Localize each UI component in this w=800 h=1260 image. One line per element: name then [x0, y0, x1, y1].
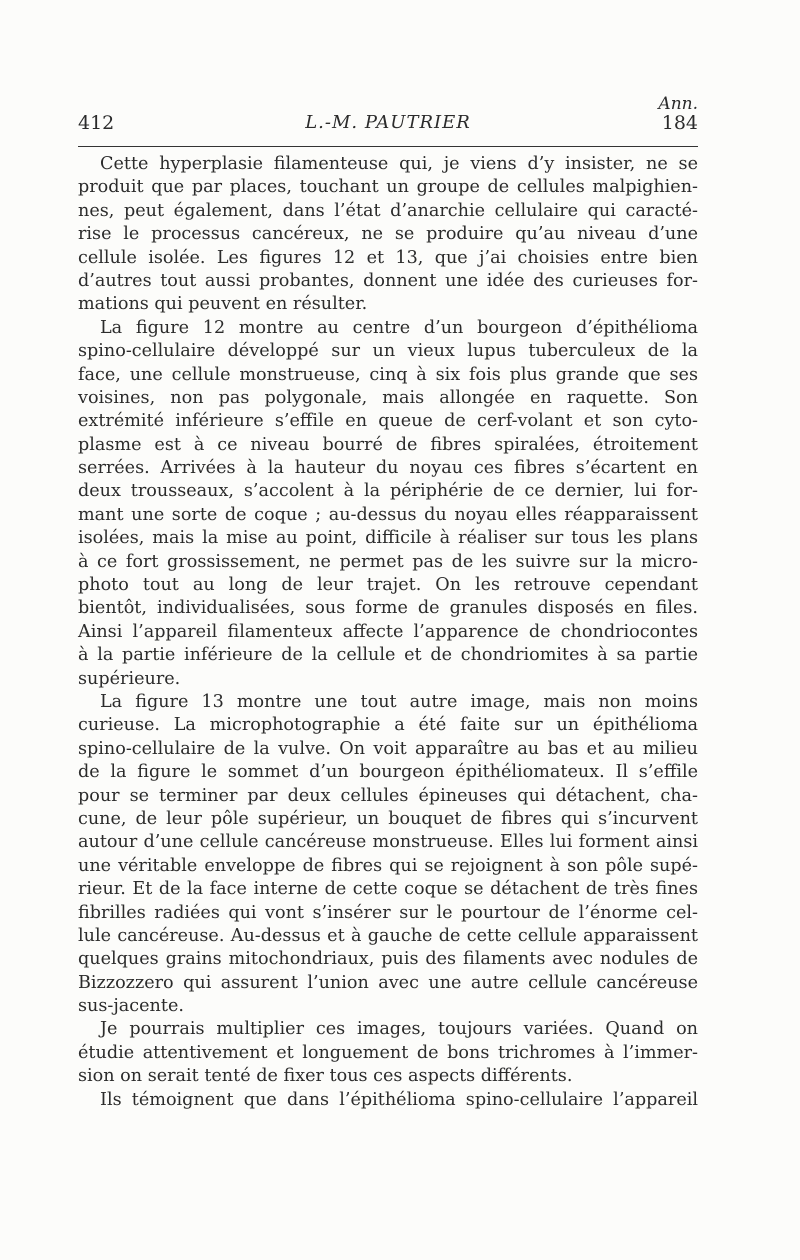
text-line: Ils témoignent que dans l’épithélioma spino-cellulaire l’appareil — [100, 1089, 698, 1110]
text-line: face, une cellule monstrueuse, cinq à six fois plus grande que ses — [78, 364, 698, 385]
text-line: sion on serait tenté de fixer tous ces aspects différents. — [78, 1066, 573, 1087]
text-line: voisines, non pas polygonale, mais allongée en raquette. Son — [78, 387, 698, 408]
page-number: 412 — [78, 112, 115, 134]
header-rule — [78, 146, 698, 147]
text-line: serrées. Arrivées à la hauteur du noyau ces fibres s’écartent en — [78, 458, 698, 479]
text-line: fibrilles radiées qui vont s’insérer sur le pourtour de l’énorme cel- — [78, 902, 698, 923]
text-line: deux trousseaux, s’accolent à la périphérie de ce dernier, lui for- — [78, 481, 698, 502]
text-line: produit que par places, touchant un groupe de cellules malpighien- — [78, 177, 698, 198]
text-line: curieuse. La microphotographie a été faite sur un épithélioma — [78, 715, 698, 736]
running-author: L.-M. PAUTRIER — [305, 112, 471, 133]
journal-abbreviation: Ann. — [658, 94, 698, 114]
running-header — [78, 94, 698, 138]
text-line: spino-cellulaire développé sur un vieux lupus tuberculeux de la — [78, 341, 698, 362]
text-line: quelques grains mitochondriaux, puis des filaments avec nodules de — [78, 949, 698, 970]
text-line: La figure 12 montre au centre d’un bourgeon d’épithélioma — [100, 317, 698, 338]
text-line: photo tout au long de leur trajet. On les retrouve cependant — [78, 575, 698, 596]
text-line: isolées, mais la mise au point, difficile à réaliser sur tous les plans — [78, 528, 698, 549]
text-line: La figure 13 montre une tout autre image, mais non moins — [100, 691, 698, 712]
text-line: autour d’une cellule cancéreuse monstrueuse. Elles lui forment ainsi — [78, 832, 698, 853]
body-text — [78, 153, 698, 1112]
text-line: Cette hyperplasie filamenteuse qui, je viens d’y insister, ne se — [100, 154, 698, 174]
text-line: spino-cellulaire de la vulve. On voit apparaître au bas et au milieu — [78, 738, 698, 759]
text-line: plasme est à ce niveau bourré de fibres spiralées, étroitement — [78, 434, 698, 455]
text-line: étudie attentivement et longuement de bons trichromes à l’immer- — [78, 1042, 698, 1063]
text-line: supérieure. — [78, 668, 181, 689]
text-line: Bizzozzero qui assurent l’union avec une autre cellule cancéreuse — [78, 972, 698, 993]
text-line: lule cancéreuse. Au-dessus et à gauche de cette cellule apparaissent — [78, 925, 698, 946]
text-line: nes, peut également, dans l’état d’anarchie cellulaire qui caracté- — [78, 200, 698, 221]
text-line: Je pourrais multiplier ces images, toujours variées. Quand on — [100, 1019, 698, 1040]
text-line: à la partie inférieure de la cellule et de chondriomites à sa partie — [78, 645, 698, 666]
text-line: pour se terminer par deux cellules épineuses qui détachent, cha- — [78, 785, 698, 806]
text-line: d’autres tout aussi probantes, donnent une idée des curieuses for- — [78, 270, 698, 291]
text-line: cellule isolée. Les figures 12 et 13, que j’ai choisies entre bien — [78, 247, 698, 268]
text-line: à ce fort grossissement, ne permet pas de les suivre sur la micro- — [78, 551, 698, 572]
text-line: rise le processus cancéreux, ne se produire qu’au niveau d’une — [78, 224, 698, 245]
text-line: cune, de leur pôle supérieur, un bouquet de fibres qui s’incurvent — [78, 808, 698, 829]
text-line: bientôt, individualisées, sous forme de granules disposés en files. — [78, 598, 698, 619]
text-line: rieur. Et de la face interne de cette coque se détachent de très fines — [78, 879, 698, 900]
volume-number: 184 — [661, 112, 698, 134]
text-line: Ainsi l’appareil filamenteux affecte l’apparence de chondriocontes — [78, 621, 698, 642]
text-line: mations qui peuvent en résulter. — [78, 294, 368, 315]
text-line: une véritable enveloppe de fibres qui se rejoignent à son pôle supé- — [78, 855, 698, 876]
text-line: mant une sorte de coque ; au-dessus du noyau elles réapparaissent — [78, 504, 698, 525]
text-line: sus-jacente. — [78, 996, 184, 1017]
text-line: extrémité inférieure s’effile en queue de cerf-volant et son cyto- — [78, 411, 698, 432]
text-line: de la figure le sommet d’un bourgeon épithéliomateux. Il s’effile — [78, 762, 698, 783]
